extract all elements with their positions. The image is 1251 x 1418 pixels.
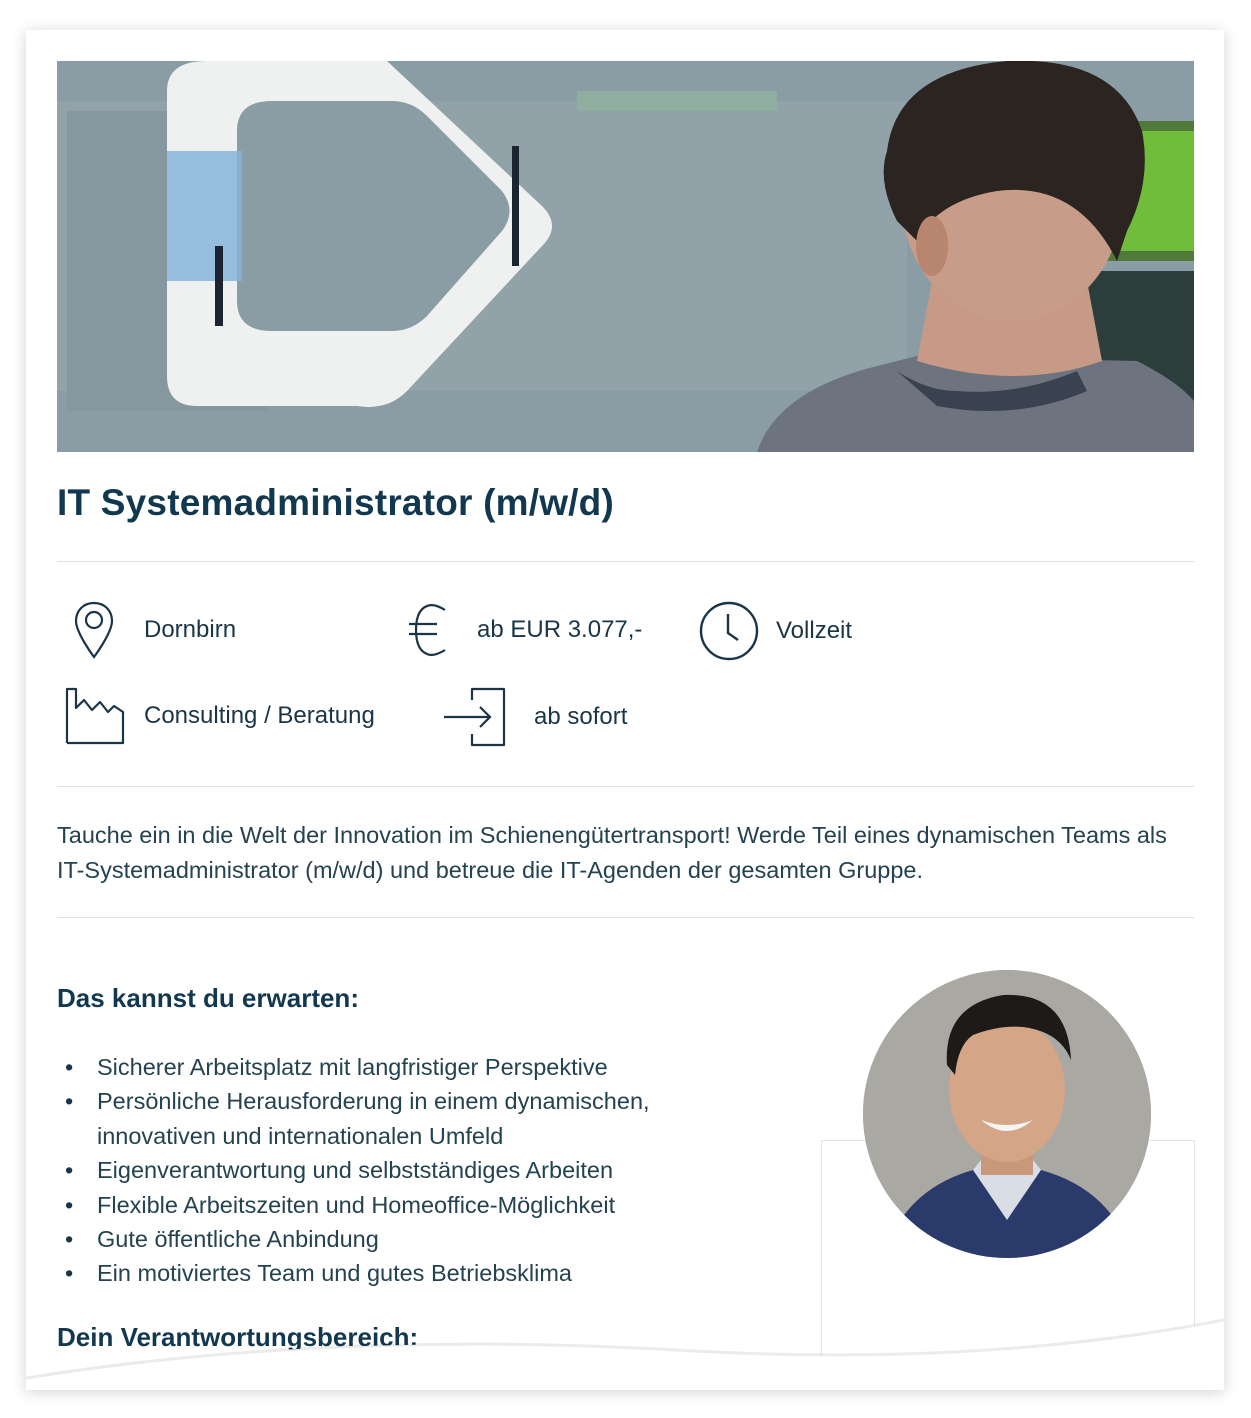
fact-start: [442, 686, 627, 748]
list-item: • Gute öffentliche Anbindung: [57, 1222, 757, 1256]
avatar: [863, 970, 1151, 1258]
responsibilities-heading: Dein Verantwortungsbereich:: [57, 1322, 419, 1352]
salary-text: ab EUR 3.077,-: [477, 616, 643, 643]
hero-illustration: [57, 61, 1194, 452]
benefits-list: [57, 1050, 757, 1291]
clock-icon: [698, 600, 760, 662]
fact-industry: [64, 686, 375, 746]
map-pin-icon: [68, 600, 120, 660]
divider: [57, 786, 1194, 787]
divider: [57, 917, 1194, 918]
industry-text: Consulting / Beratung: [144, 702, 375, 729]
euro-icon: [404, 600, 454, 660]
hero-image: [57, 61, 1194, 452]
list-item: • Flexible Arbeitszeiten und Homeoffice-Möglichkeit: [57, 1188, 757, 1222]
start-text: ab sofort: [534, 703, 628, 730]
page-curl: [26, 1300, 1224, 1390]
fact-employment: [698, 600, 852, 662]
job-title: IT Systemadministrator (m/w/d): [57, 482, 614, 523]
fact-salary: [404, 600, 642, 660]
divider: [57, 561, 1194, 562]
factory-icon: [64, 686, 126, 746]
fact-location: [68, 600, 236, 660]
location-text: Dornbirn: [144, 616, 237, 643]
list-item: • Persönliche Herausforderung in einem dynamischen, innovativen und internationalen Umfeld: [57, 1084, 757, 1153]
sign-in-icon: [442, 686, 510, 748]
list-item: • Eigenverantwortung und selbstständiges Arbeiten: [57, 1153, 757, 1187]
list-item: • Sicherer Arbeitsplatz mit langfristiger Perspektive: [57, 1050, 757, 1084]
list-item: • Ein motiviertes Team und gutes Betriebsklima: [57, 1256, 757, 1290]
employment-text: Vollzeit: [776, 617, 853, 644]
benefits-heading: Das kannst du erwarten:: [57, 983, 359, 1013]
job-intro: Tauche ein in die Welt der Innovation im Schienengütertransport! Werde Teil eines dynamischen Teams als IT-Systemadministrator (m/w/d) und betreue die IT-Agenden der gesamten Gruppe.: [57, 822, 1167, 883]
job-card: [26, 30, 1224, 1390]
